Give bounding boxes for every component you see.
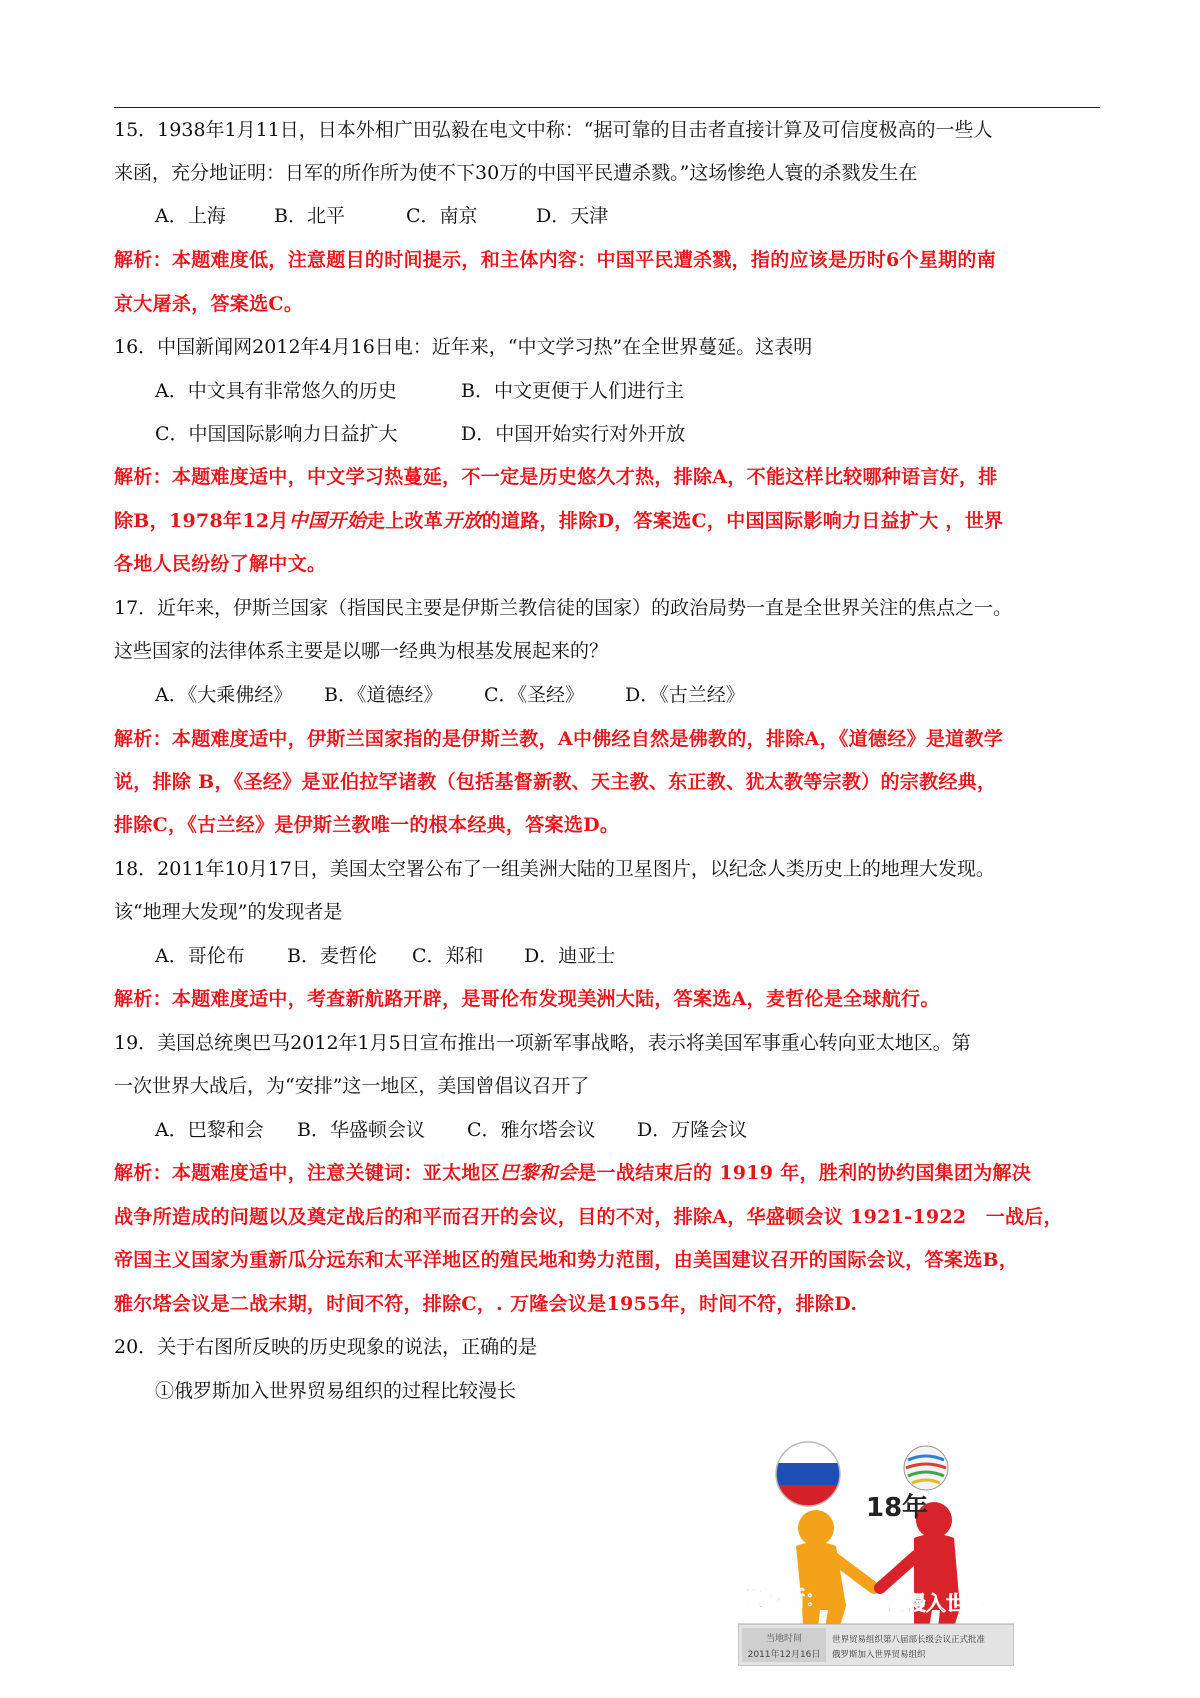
- q16-option-d: D．中国开始实行对外开放: [461, 423, 686, 445]
- q16-option-a: A．中文具有非常悠久的历史: [155, 380, 397, 402]
- q16-options-row-2: [155, 422, 685, 446]
- q19-analysis-1-b: 巴黎和会: [500, 1162, 578, 1184]
- q16-analysis-2-a: 除B，1978年12月: [114, 510, 289, 532]
- q16-analysis-1: 解析：本题难度适中，中文学习热蔓延，不一定是历史悠久才热，排除A，不能这样比较哪种语言好，排: [114, 466, 998, 488]
- q17-option-d: D．《古兰经》: [625, 684, 745, 706]
- q15-option-c: C．南京: [406, 205, 478, 227]
- q15-options: [155, 204, 608, 228]
- q18-option-a: A．哥伦布: [155, 945, 245, 967]
- q17-analysis-3: 排除C，《古兰经》是伊斯兰教唯一的根本经典，答案选D。: [114, 814, 620, 836]
- q19-analysis-3: 帝国主义国家为重新瓜分远东和太平洋地区的殖民地和势力范围，由美国建议召开的国际会议，答案选B，: [114, 1249, 1019, 1271]
- q19-options: [155, 1118, 747, 1142]
- left-title: 俄罗斯：: [742, 1587, 826, 1611]
- q16-analysis-2-c: 走上改革: [365, 510, 444, 532]
- q16-options-row-1: [155, 379, 684, 403]
- q18-line-1: 18．2011年10月17日，美国太空署公布了一组美洲大陆的卫星图片，以纪念人类历史上的地理大发现。: [114, 858, 995, 880]
- right-title: 漫漫入世路: [886, 1591, 986, 1615]
- q16-option-c: C．中国国际影响力日益扩大: [155, 423, 398, 445]
- q17-analysis-1: 解析：本题难度适中，伊斯兰国家指的是伊斯兰教，A中佛经自然是佛教的，排除A，《道德经》是道教学: [114, 728, 1004, 750]
- q18-option-c: C．郑和: [412, 945, 484, 967]
- years-label: 18年: [866, 1493, 929, 1523]
- q18-option-d: D．迪亚士: [524, 945, 616, 967]
- q17-option-c: C．《圣经》: [484, 684, 585, 706]
- q15-option-d: D．天津: [536, 205, 609, 227]
- q15-line-2: 来函，充分地证明：日军的所作所为使不下30万的中国平民遭杀戮。”这场惨绝人寰的杀戮发生在: [114, 162, 918, 184]
- q19-option-a: A．巴黎和会: [155, 1119, 264, 1141]
- q16-line-1: 16．中国新闻网2012年4月16日电：近年来，“中文学习热”在全世界蔓延。这表明: [114, 336, 813, 358]
- q19-line-2: 一次世界大战后，为“安排”这一地区，美国曾倡议召开了: [114, 1075, 590, 1097]
- q15-option-a: A．上海: [155, 205, 226, 227]
- q17-line-1: 17．近年来，伊斯兰国家（指国民主要是伊斯兰教信徒的国家）的政治局势一直是全世界关注的焦点之一。: [114, 597, 1013, 619]
- q16-analysis-3: 各地人民纷纷了解中文。: [114, 553, 327, 575]
- q18-analysis-1: 解析：本题难度适中，考查新航路开辟，是哥伦布发现美洲大陆，答案选A，麦哲伦是全球航行。: [114, 988, 940, 1010]
- q17-line-2: 这些国家的法律体系主要是以哪一经典为根基发展起来的？: [114, 640, 609, 662]
- q16-analysis-2-b: 中国开始: [288, 510, 366, 532]
- q17-option-b: B．《道德经》: [324, 684, 443, 706]
- q20-statement-1: ①俄罗斯加入世界贸易组织的过程比较漫长: [155, 1380, 517, 1402]
- q19-option-b: B．华盛顿会议: [297, 1119, 425, 1141]
- q17-option-a: A．《大乘佛经》: [155, 684, 293, 706]
- q19-analysis-4: 雅尔塔会议是二战末期，时间不符，排除C，. 万隆会议是1955年，时间不符，排除D.: [114, 1293, 858, 1315]
- illustration-graphic: [738, 1438, 1014, 1666]
- q18-options: [155, 944, 615, 968]
- q16-analysis-2-d: 开放: [443, 510, 482, 532]
- q19-analysis-1-c: 是一战结束后的 1919 年，胜利的协约国集团为解决: [577, 1162, 1032, 1184]
- q19-option-d: D．万隆会议: [637, 1119, 748, 1141]
- q18-option-b: B．麦哲伦: [287, 945, 377, 967]
- q15-line-1: 15．1938年1月11日，日本外相广田弘毅在电文中称：“据可靠的目击者直接计算及可信度极高的一些人: [114, 119, 993, 141]
- q16-option-b: B．中文更便于人们进行主: [461, 380, 684, 402]
- q19-option-c: C．雅尔塔会议: [467, 1119, 596, 1141]
- q19-analysis-2: 战争所造成的问题以及奠定战后的和平而召开的会议，目的不对，排除A，华盛顿会议 1921-1922 一战后，: [114, 1206, 1063, 1228]
- q16-analysis-2: [114, 509, 1003, 533]
- date-caption: 当地时间: [765, 1634, 803, 1644]
- q20-line-1: 20．关于右图所反映的历史现象的说法，正确的是: [114, 1336, 538, 1358]
- q15-analysis-2: 京大屠杀，答案选C。: [114, 293, 304, 315]
- note-line-2: 俄罗斯加入世界贸易组织: [832, 1650, 926, 1660]
- russia-flag-icon: [768, 1440, 848, 1509]
- note-line-1: 世界贸易组织第八届部长级会议正式批准: [832, 1635, 986, 1645]
- wto-logo-icon: [904, 1446, 948, 1490]
- q19-line-1: 19．美国总统奥巴马2012年1月5日宣布推出一项新军事战略，表示将美国军事重心转向亚太地区。第: [114, 1032, 971, 1054]
- q19-analysis-1-a: 解析：本题难度适中，注意关键词：亚太地区: [114, 1162, 501, 1184]
- q15-option-b: B．北平: [274, 205, 345, 227]
- q16-analysis-2-e: 的道路，排除D，答案选C，中国国际影响力日益扩大 ，世界: [481, 510, 1004, 532]
- q19-analysis-1: [114, 1161, 1031, 1185]
- q18-line-2: 该“地理大发现”的发现者是: [114, 901, 343, 923]
- q15-analysis-1: 解析：本题难度低，注意题目的时间提示，和主体内容：中国平民遭杀戮，指的应该是历时6个星期的南: [114, 249, 997, 271]
- q17-options: [155, 683, 745, 707]
- header-rule: [114, 107, 1100, 108]
- q17-analysis-2: 说，排除 B，《圣经》是亚伯拉罕诸教（包括基督新教、天主教、东正教、犹太教等宗教）的宗教经典，: [114, 771, 997, 793]
- russia-wto-illustration: [738, 1438, 1014, 1666]
- date-value: 2011年12月16日: [747, 1650, 821, 1660]
